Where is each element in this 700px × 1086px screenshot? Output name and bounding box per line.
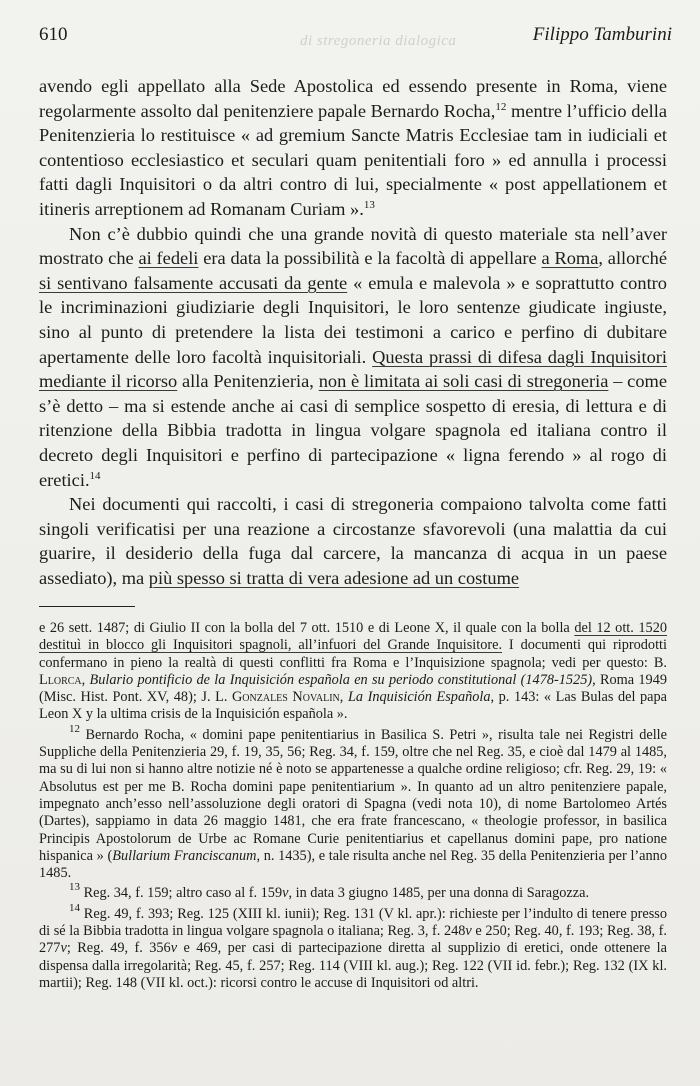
footnote-13 (39, 881, 667, 902)
text-run: mentre l’ufficio della Penitenzieria lo restituisce « ad gremium Sancte Matris Ecclesiae tam in iudiciali et contentioso ecclesiastico et seculari quam penitentiali foro » ed annulla i processi fatti dagli Inquisitori o da altri contro di lui, specialmente « post appellationem et itineris arreptionem ad Romanam Curiam ». (39, 100, 668, 219)
text-run: alla Penitenzieria, (177, 371, 319, 392)
footnote-ref: 14 (89, 469, 101, 482)
footnote-ref: 12 (495, 100, 507, 113)
text-run: ; Reg. 49, f. 356 (66, 940, 171, 957)
book-title: Bullarium Franciscanum (112, 847, 257, 864)
footnote-number: 14 (69, 901, 80, 914)
underlined-text: Questa prassi di difesa dagli Inquisitori mediante il ricorso (39, 346, 667, 392)
text-run: v (465, 923, 472, 940)
text-run: v (170, 940, 178, 957)
underlined-text: si sentivano falsamente accusati da gente (39, 272, 348, 293)
book-title: La Inquisición Española (347, 689, 491, 706)
text-run: , in data 3 giugno 1485, per una donna di Saragozza. (288, 885, 590, 902)
paragraph-2 (39, 222, 667, 493)
footnote-continuation (39, 620, 667, 724)
underlined-text: più spesso si tratta di vera adesione ad un costume (148, 567, 520, 588)
text-run: , (81, 671, 90, 688)
text-run: e 250; Reg. 40, f. 193; Reg. 38, f. 277 (39, 923, 667, 957)
footnote-12 (39, 722, 667, 883)
footnote-rule (39, 606, 135, 607)
author-name: Gonzales Novalin (231, 689, 340, 706)
text-run: I documenti qui riprodotti confermano in pieno la realtà di questi conflitti fra Roma e l’Inquisizione spagnola; vedi per questo: B. (39, 637, 667, 671)
text-run: , n. 1435), e tale risulta anche nel Reg. 35 della Penitenzieria per l’anno 1485. (39, 847, 667, 882)
footnotes (39, 620, 667, 995)
underlined-text: del 12 ott. 1520 destituì in blocco gli Inquisitori spagnoli, all’infuori del Grande Inquisitore. (39, 620, 667, 654)
book-title: Bulario pontificio de la Inquisición española en su periodo constitutional (1478-1525) (89, 671, 593, 688)
text-run: v (60, 940, 67, 957)
footnote-number: 13 (69, 881, 80, 894)
underlined-text: non è limitata ai soli casi di stregoneria (318, 371, 609, 392)
text-run: , allorché (598, 248, 668, 269)
underlined-text: ai fedeli (138, 248, 199, 269)
text-run: « emula e malevola » e soprattutto contro le incriminazioni giudiziarie degli Inquisitori, le loro sentenze giudicate ingiuste, sino al punto di pretendere la lista dei testimoni a carico e perfino di dubitare apertamente delle loro facoltà inquisitoriali. (39, 272, 668, 367)
footnote-ref: 13 (363, 198, 375, 211)
text-run: , Roma 1949 (Misc. Hist. Pont. XV, 48); J. L. (39, 671, 667, 706)
bleed-through-text: di stregoneria dialogica (300, 33, 457, 49)
text-run: era data la possibilità e la facoltà di appellare (198, 248, 542, 269)
paragraph-1 (39, 74, 667, 222)
footnote-14 (39, 901, 667, 992)
paragraph-3 (39, 492, 667, 590)
text-run: Reg. 49, f. 393; Reg. 125 (XIII kl. iunii); Reg. 131 (V kl. apr.): richieste per l’indulto di tenere presso di sé la Bibbia tradotta in lingua volgare spagnola o italiana; Reg. 3, f. 248 (39, 905, 667, 940)
text-run: , (339, 689, 348, 706)
text-run: v (282, 885, 289, 902)
footnote-number: 12 (69, 722, 80, 735)
text-run: , p. 143: « Las Bulas del papa Leon X y la ultima crisis de la Inquisición española ». (39, 689, 668, 723)
text-run: – come s’è detto – ma si estende anche ai casi di semplice sospetto di eresia, di lettura e di ritenzione della Bibbia tradotta in lingua volgare spagnola ed italiana contro il decreto degli Inquisitori e perfino di partecipazione « ligna ferendo » al rogo di eretici. (39, 371, 667, 490)
text-run: Non c’è dubbio quindi che una grande novità di questo materiale sta nell’aver mostrato che (39, 223, 667, 269)
text-run: Reg. 34, f. 159; altro caso al f. 159 (80, 885, 283, 902)
main-text (39, 74, 667, 590)
text-run: Nei documenti qui raccolti, i casi di stregoneria compaiono talvolta come fatti singoli verificatisi per una reazione a circostanze sfavorevoli (una malattia da cui guarire, il desiderio della fuga dal carcere, la mancanza di acqua in un paese assediato), ma (39, 494, 667, 588)
author-name: Llorca (39, 671, 82, 688)
running-title: Filippo Tamburini (532, 24, 672, 45)
page-header (39, 24, 672, 52)
page-number: 610 (39, 24, 68, 45)
underlined-text: a Roma (541, 248, 599, 269)
text-run: e 469, per casi di partecipazione diretta al supplizio di eretici, onde ottenere la dispensa dalla irregolarità; Reg. 45, f. 257; Reg. 114 (VIII kl. aug.); Reg. 122 (VII id. febr.); Reg. 132 (IX kl. martii); Reg. 148 (VII kl. oct.): ricorsi contro le accuse di Inquisitori od altri. (39, 940, 667, 991)
text-run: e 26 sett. 1487; di Giulio II con la bolla del 7 ott. 1510 e di Leone X, il quale con la bolla (39, 620, 575, 636)
text-run: avendo egli appellato alla Sede Apostolica ed essendo presente in Roma, viene regolarmente assolto dal penitenziere papale Bernardo Rocha, (39, 76, 667, 121)
text-run: Bernardo Rocha, « domini pape penitentiarius in Basilica S. Petri », risulta tale nei Registri delle Suppliche della Penitenzieria 29, f. 19, 35, 56; Reg. 34, f. 159, oltre che nel Reg. 35, e cioè dal 1479 al 1485, ma su di lui non si hanno altre notizie né è noto se appartenesse a qualche ordine religioso; cfr. Reg. 29, 19: « Absolutus est per me B. Rocha domini pape penitentiarium ». In quanto ad un altro penitenziere papale, impegnato anch’esso nell’assoluzione degli oratori di Spagna (vedi nota 10), di nome Bartolomeo Artés (Dartes), sappiamo in data 26 maggio 1481, che era frate francescano, « theologie professor, in basilica Principis Apostolorum de Urbe ac Romane Curie penitentiarius et capellanus domini pape, pro natione hispanica » ( (39, 726, 667, 864)
